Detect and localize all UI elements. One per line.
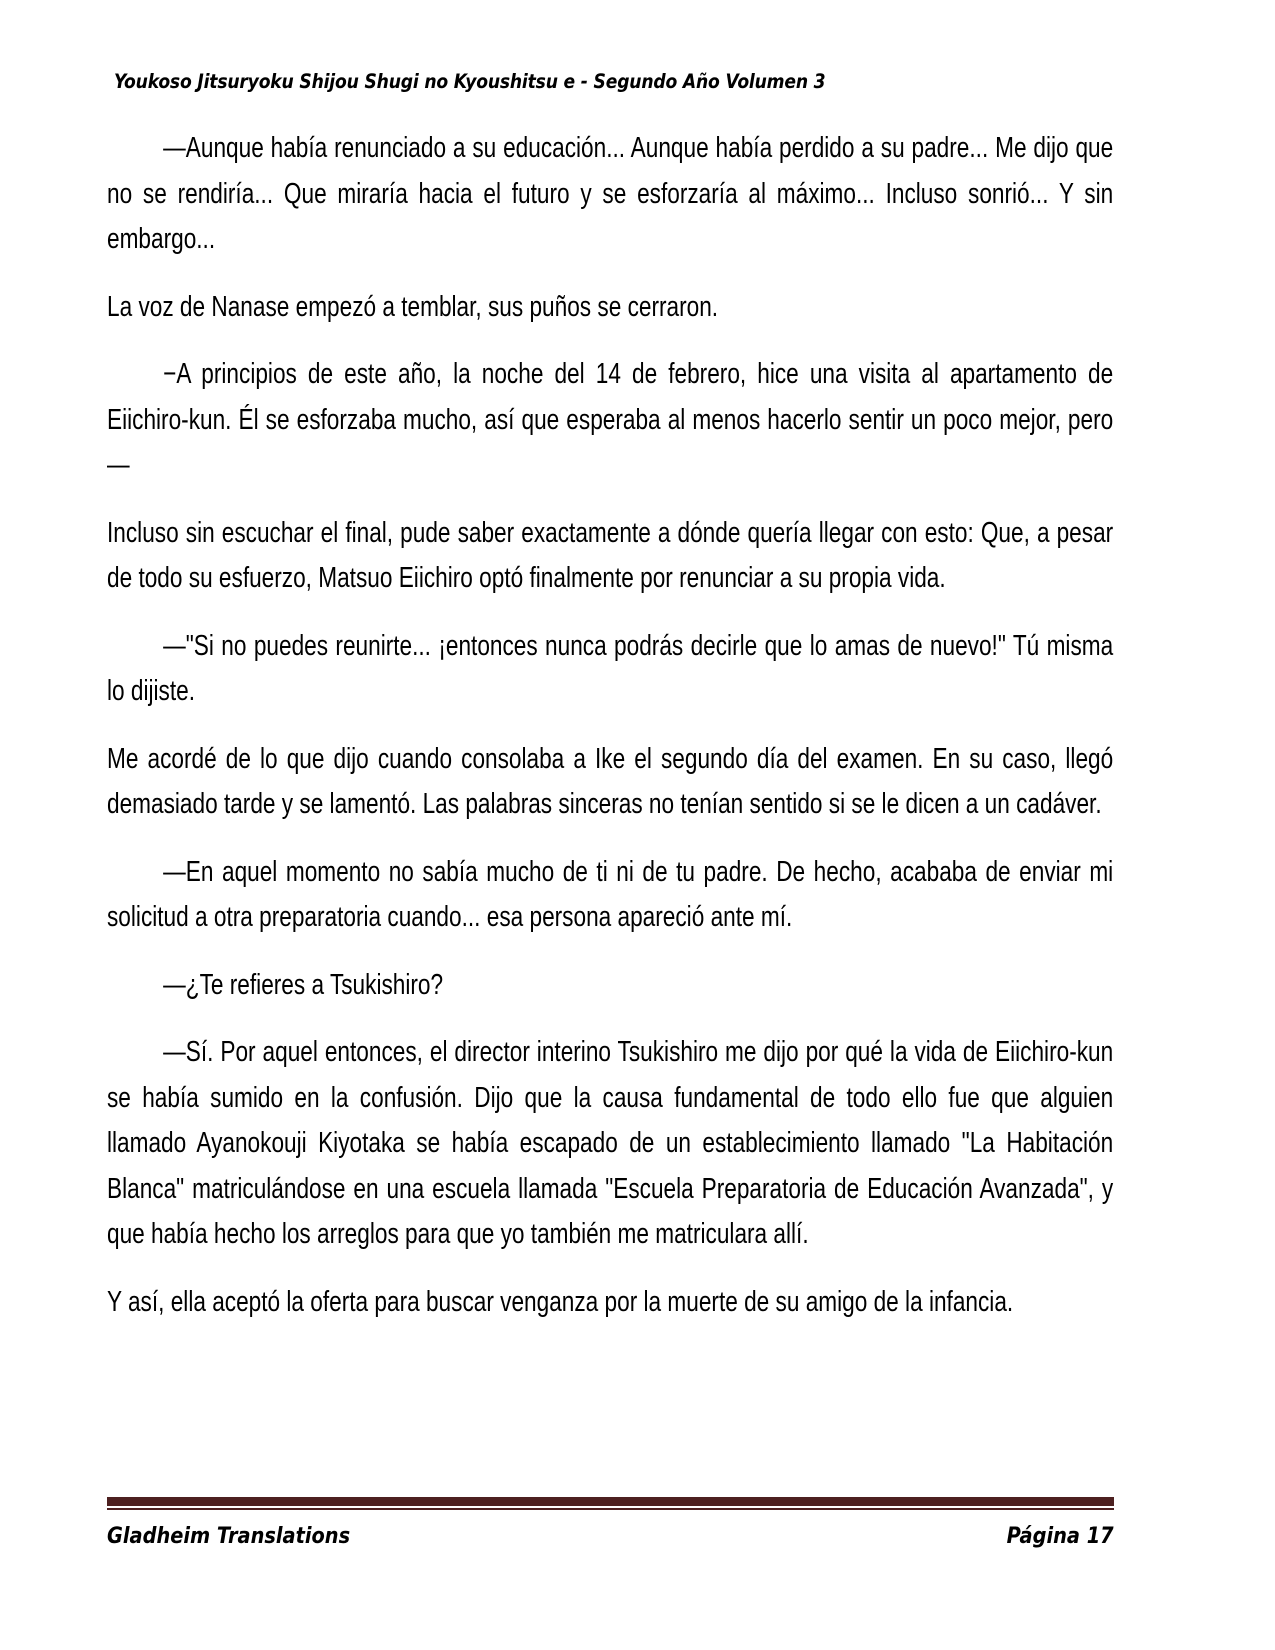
footer-row bbox=[107, 1524, 1114, 1549]
body-paragraph: Me acordé de lo que dijo cuando consolaba a Ike el segundo día del examen. En su caso, llegó demasiado tarde y se lamentó. Las palabras sinceras no tenían sentido si se le dicen a un cadáver. bbox=[107, 742, 1114, 820]
header-title: Youkoso Jitsuryoku Shijou Shugi no Kyoushitsu e - Segundo Año Volumen 3 bbox=[114, 70, 826, 93]
footer-page-number: Página 17 bbox=[1006, 1524, 1114, 1549]
footer-divider-thin bbox=[107, 1508, 1114, 1510]
page-body bbox=[107, 126, 1113, 1325]
body-paragraph: —Sí. Por aquel entonces, el director interino Tsukishiro me dijo por qué la vida de Eiichiro-kun se había sumido en la confusión. Dijo que la causa fundamental de todo ello fue que alguien llamado Ayanokouji Kiyotaka se había escapado de un establecimiento llamado "La Habitación Blanca" matriculándose en una escuela llamada "Escuela Preparatoria de Educación Avanzada", y que había hecho los arreglos para que yo también me matriculara allí. bbox=[107, 1036, 1114, 1250]
body-paragraph: Incluso sin escuchar el final, pude saber exactamente a dónde quería llegar con esto: Que, a pesar de todo su esfuerzo, Matsuo Eiichiro optó finalmente por renunciar a su propia vida. bbox=[107, 516, 1114, 594]
body-paragraph: —En aquel momento no sabía mucho de ti ni de tu padre. De hecho, acababa de enviar mi solicitud a otra preparatoria cuando... esa persona apareció ante mí. bbox=[107, 855, 1114, 933]
body-paragraph: —¿Te refieres a Tsukishiro? bbox=[163, 968, 444, 1001]
body-paragraph: La voz de Nanase empezó a temblar, sus puños se cerraron. bbox=[107, 290, 719, 323]
footer-divider-thick bbox=[107, 1497, 1114, 1506]
footer-translator-credit: Gladheim Translations bbox=[107, 1524, 351, 1549]
body-paragraph: −A principios de este año, la noche del 14 de febrero, hice una visita al apartamento de Eiichiro-kun. Él se esforzaba mucho, así que esperaba al menos hacerlo sentir un poco mejor, pero— bbox=[107, 358, 1114, 481]
page-header bbox=[114, 70, 1161, 93]
body-paragraph: —"Si no puedes reunirte... ¡entonces nunca podrás decirle que lo amas de nuevo!" Tú misma lo dijiste. bbox=[107, 629, 1114, 707]
body-paragraph: —Aunque había renunciado a su educación... Aunque había perdido a su padre... Me dijo que no se rendiría... Que miraría hacia el futuro y se esforzaría al máximo... Incluso sonrió... Y sin embargo... bbox=[107, 132, 1114, 255]
page-footer bbox=[107, 1497, 1114, 1549]
body-paragraph: Y así, ella aceptó la oferta para buscar venganza por la muerte de su amigo de la infancia. bbox=[107, 1285, 1014, 1318]
